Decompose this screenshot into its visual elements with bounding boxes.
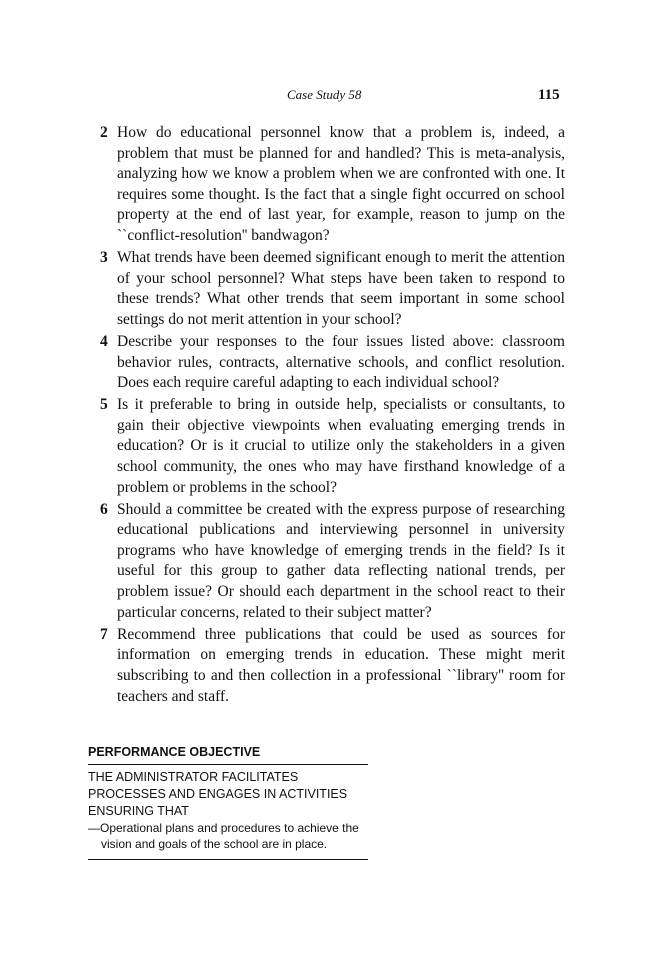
running-title: Case Study 58	[287, 87, 362, 102]
performance-objective-lead: THE ADMINISTRATOR FACILITATES PROCESSES AND ENGAGES IN ACTIVITIES ENSURING THAT	[88, 770, 348, 818]
question-item	[98, 625, 565, 707]
question-text: Recommend three publications that could be used as sources for information on emerging trends in education. These might merit subscribing to and then collection in a professional ``library'' room for teachers and staff.	[117, 625, 565, 705]
question-item	[98, 332, 565, 394]
question-list	[98, 123, 565, 709]
question-text: Should a committee be created with the express purpose of researching educational publications and interviewing personnel in university programs who have knowledge of emerging trends in the field? Is it useful for this group to gather data reflecting national trends, per problem issue? Or should each department in the school react to their particular concerns, related to their subject matter?	[117, 500, 565, 621]
question-text: Is it preferable to bring in outside help, specialists or consultants, to gain their objective viewpoints when evaluating emerging trends in education? Or is it crucial to utilize only the stakeholders in a given school community, the ones who may have firsthand knowledge of a problem or problems in the school?	[117, 396, 565, 496]
question-item	[98, 123, 565, 247]
question-number: 5	[100, 396, 108, 414]
question-item	[98, 395, 565, 498]
question-number: 3	[100, 249, 108, 267]
performance-objective-heading: PERFORMANCE OBJECTIVE	[88, 744, 368, 765]
question-number: 7	[100, 625, 108, 643]
question-text: How do educational personnel know that a problem is, indeed, a problem that must be planned for and handled? This is meta-analysis, analyzing how we know a problem when we are confronted with one. It requires some thought. Is the fact that a single fight occurred on school property at the end of last year, for example, reason to jump on the ``conflict-resolution'' bandwagon?	[117, 124, 565, 244]
question-text: Describe your responses to the four issues listed above: classroom behavior rules, contracts, alternative schools, and conflict resolution. Does each require careful adapting to each individual school?	[117, 332, 565, 392]
question-text: What trends have been deemed significant enough to merit the attention of your school personnel? What steps have been taken to respond to these trends? What other trends that seem important in some school settings do not merit attention in your school?	[117, 249, 565, 328]
performance-objective-box	[88, 744, 368, 860]
page-number: 115	[538, 87, 560, 103]
question-number: 6	[100, 500, 108, 518]
question-number: 2	[100, 124, 108, 141]
question-item	[98, 500, 565, 624]
performance-objective-item: —Operational plans and procedures to achieve the vision and goals of the school are in place.	[88, 820, 368, 860]
question-item	[98, 248, 565, 330]
question-number: 4	[100, 332, 108, 350]
running-head	[0, 86, 650, 106]
